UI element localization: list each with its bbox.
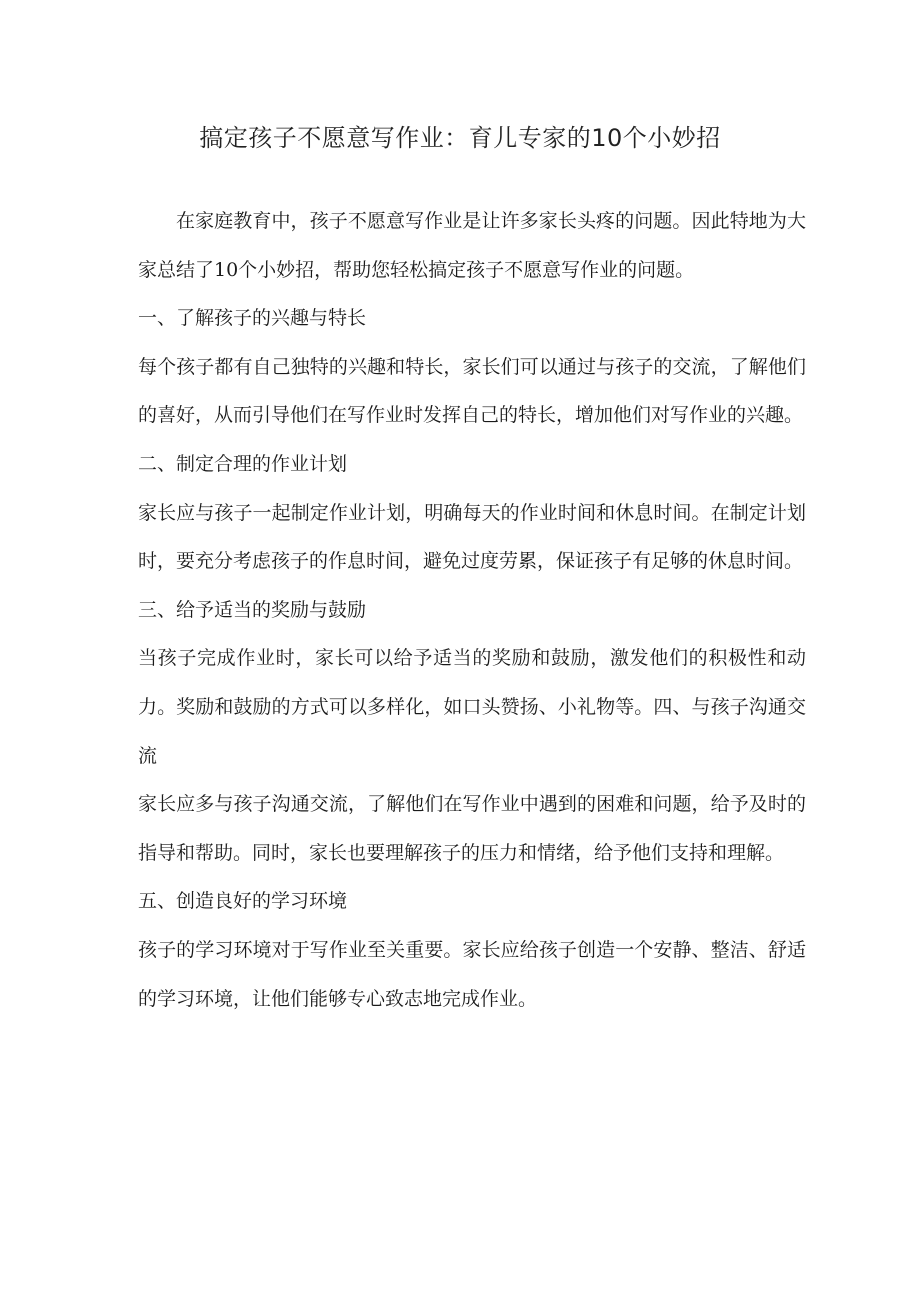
document-body	[138, 197, 806, 1023]
intro-paragraph: 在家庭教育中，孩子不愿意写作业是让许多家长头疼的问题。因此特地为大家总结了10个小妙招，帮助您轻松搞定孩子不愿意写作业的问题。	[138, 210, 806, 281]
section-paragraph-1: 每个孩子都有自己独特的兴趣和特长，家长们可以通过与孩子的交流，了解他们的喜好，从而引导他们在写作业时发挥自己的特长，增加他们对写作业的兴趣。	[138, 355, 806, 427]
section-paragraph-2: 家长应与孩子一起制定作业计划，明确每天的作业时间和休息时间。在制定计划时，要充分考虑孩子的作息时间，避免过度劳累，保证孩子有足够的休息时间。	[138, 501, 806, 573]
section-heading-2: 二、制定合理的作业计划	[138, 452, 348, 475]
section-paragraph-4: 家长应多与孩子沟通交流，了解他们在写作业中遇到的困难和问题，给予及时的指导和帮助。同时，家长也要理解孩子的压力和情绪，给予他们支持和理解。	[138, 793, 806, 864]
section-heading-1: 一、了解孩子的兴趣与特长	[138, 307, 367, 330]
section-heading-3: 三、给予适当的奖励与鼓励	[138, 598, 367, 621]
section-heading-5: 五、创造良好的学习环境	[138, 890, 348, 913]
document-title: 搞定孩子不愿意写作业：育儿专家的10个小妙招	[199, 124, 721, 152]
section-paragraph-3: 当孩子完成作业时，家长可以给予适当的奖励和鼓励，激发他们的积极性和动力。奖励和鼓励的方式可以多样化，如口头赞扬、小礼物等。四、与孩子沟通交流	[138, 647, 806, 767]
section-paragraph-5: 孩子的学习环境对于写作业至关重要。家长应给孩子创造一个安静、整洁、舒适的学习环境，让他们能够专心致志地完成作业。	[138, 938, 806, 1010]
